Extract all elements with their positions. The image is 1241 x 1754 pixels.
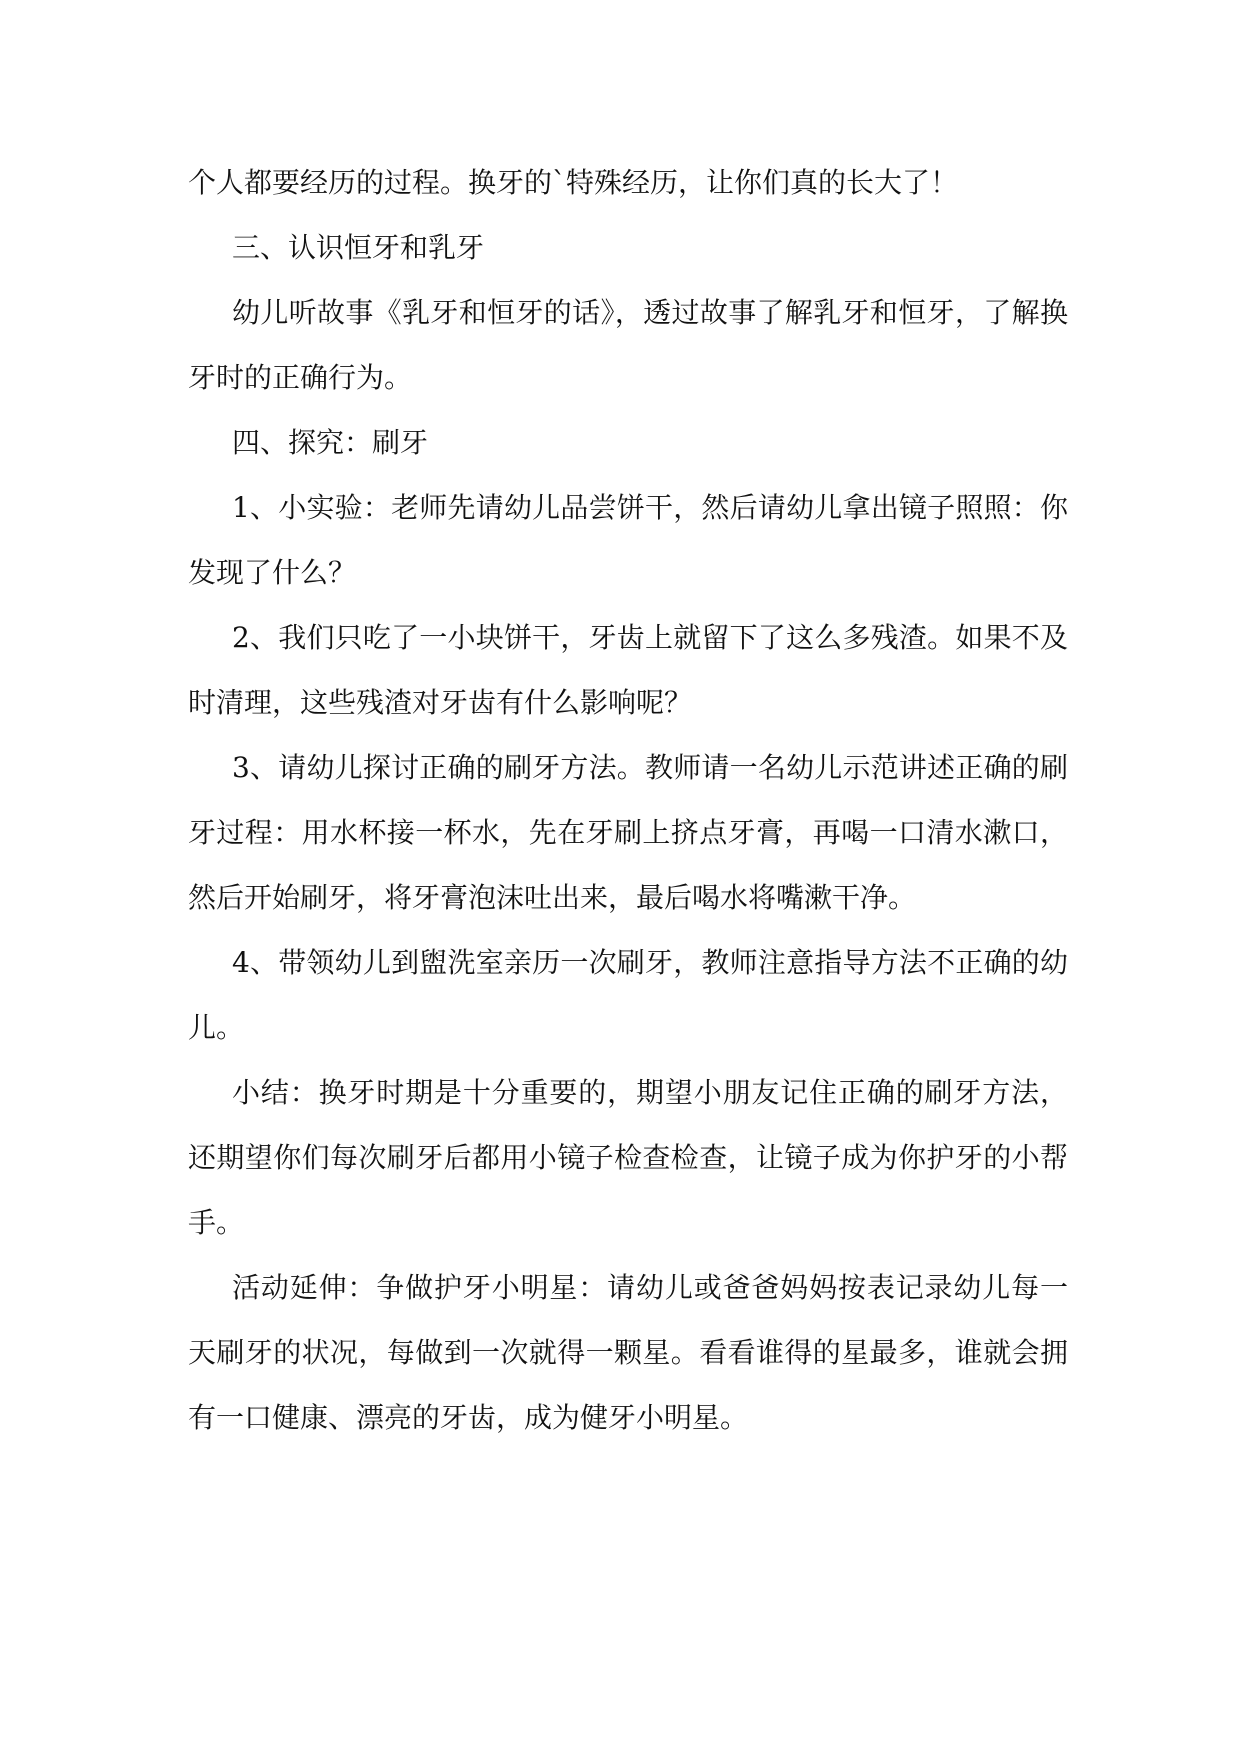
paragraph-continuation: 个人都要经历的过程。换牙的`特殊经历，让你们真的长大了！ (188, 166, 959, 199)
list-item-4: 4、带领幼儿到盥洗室亲历一次刷牙，教师注意指导方法不正确的幼儿。 (188, 946, 1068, 1044)
list-item-3: 3、请幼儿探讨正确的刷牙方法。教师请一名幼儿示范讲述正确的刷牙过程：用水杯接一杯水，先在牙刷上挤点牙膏，再喝一口清水漱口，然后开始刷牙，将牙膏泡沫吐出来，最后喝水将嘴漱干净。 (188, 751, 1068, 914)
extension-paragraph: 活动延伸：争做护牙小明星：请幼儿或爸爸妈妈按表记录幼儿每一天刷牙的状况，每做到一次就得一颗星。看看谁得的星最多，谁就会拥有一口健康、漂亮的牙齿，成为健牙小明星。 (188, 1271, 1068, 1434)
summary-paragraph: 小结：换牙时期是十分重要的，期望小朋友记住正确的刷牙方法，还期望你们每次刷牙后都用小镜子检查检查，让镜子成为你护牙的小帮手。 (188, 1076, 1068, 1239)
document-body (188, 150, 1068, 1450)
paragraph: 幼儿听故事《乳牙和恒牙的话》，透过故事了解乳牙和恒牙，了解换牙时的正确行为。 (188, 296, 1068, 394)
section-heading-4: 四、探究：刷牙 (232, 426, 429, 459)
section-heading-3: 三、认识恒牙和乳牙 (232, 231, 485, 264)
list-item-1: 1、小实验：老师先请幼儿品尝饼干，然后请幼儿拿出镜子照照：你发现了什么？ (188, 491, 1068, 589)
list-item-2: 2、我们只吃了一小块饼干，牙齿上就留下了这么多残渣。如果不及时清理，这些残渣对牙齿有什么影响呢？ (188, 621, 1068, 719)
